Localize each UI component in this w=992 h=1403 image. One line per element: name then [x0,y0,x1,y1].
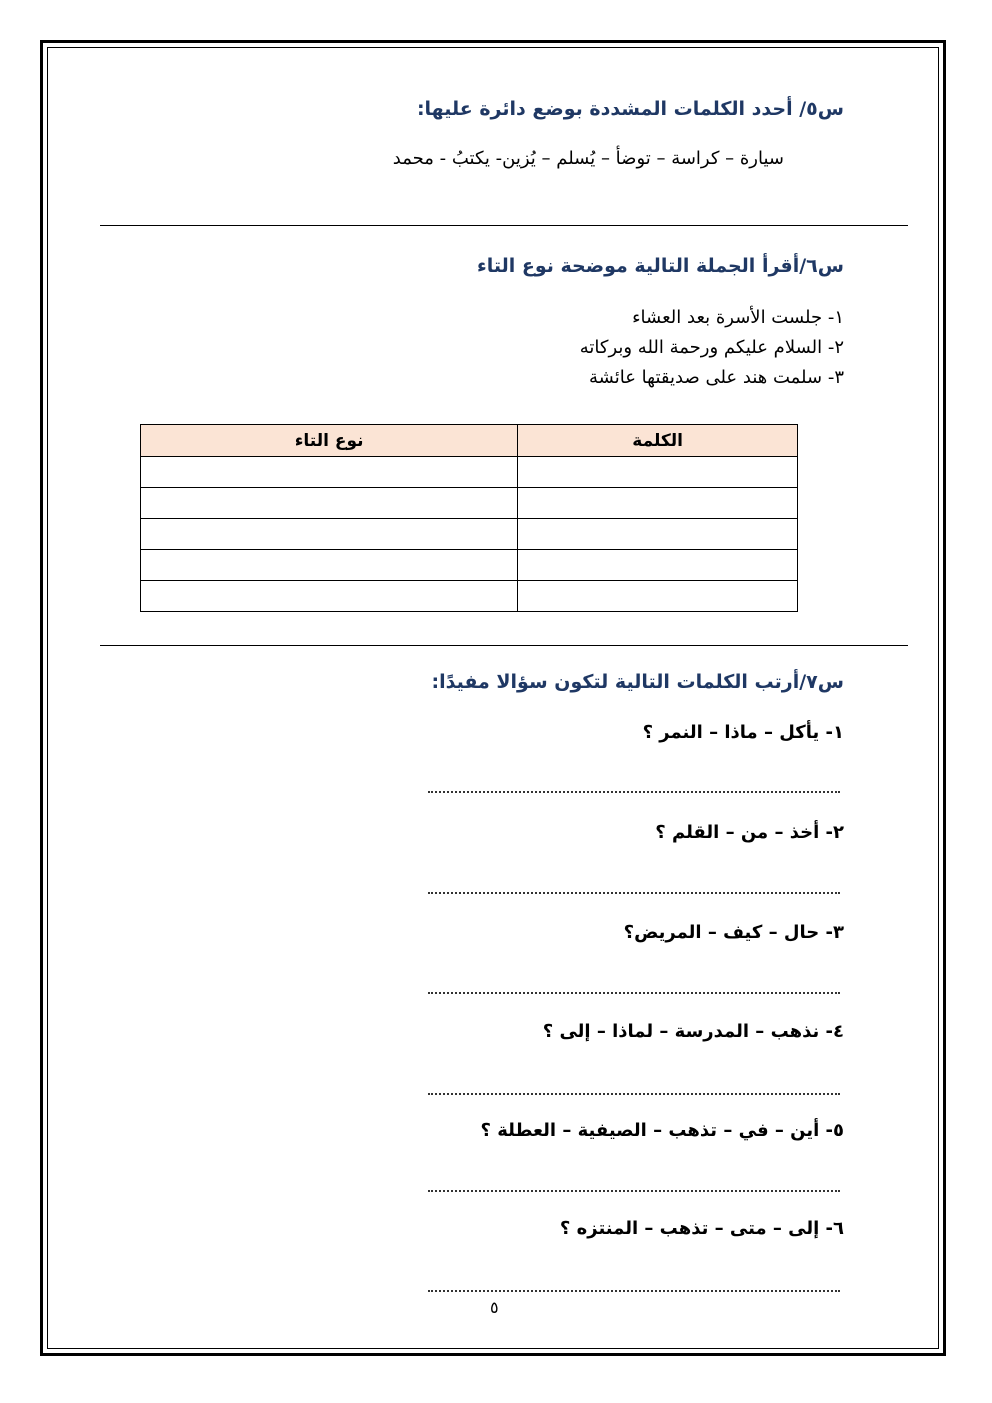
q6-sentence-3: ٣- سلمت هند على صديقتها عائشة [589,367,844,388]
page-border-inner [47,47,939,1349]
table-header-row [141,425,798,457]
table-cell-word[interactable] [518,581,798,612]
q7-item-3: ٣- حال – كيف – المريض؟ [623,922,844,943]
table-row [141,488,798,519]
q7-item-5: ٥- أين – في – تذهب – الصيفية – العطلة ؟ [480,1120,844,1141]
q5-words: سيارة – كراسة – توضأ – يُسلم – يُزين- يكتبُ - محمد [392,148,784,169]
divider-1 [100,225,908,226]
q5-title: س٥/ أحدد الكلمات المشددة بوضع دائرة عليها: [416,98,844,120]
table-row [141,550,798,581]
table-cell-type[interactable] [141,488,518,519]
table-row [141,457,798,488]
q6-title: س٦/أقرأ الجملة التالية موضحة نوع التاء [477,255,844,277]
table-cell-type[interactable] [141,457,518,488]
page-number: ٥ [490,1298,499,1317]
q6-sentence-1: ١- جلست الأسرة بعد العشاء [632,307,844,328]
answer-line-3[interactable] [428,992,840,994]
table-row [141,519,798,550]
answer-line-4[interactable] [428,1093,840,1095]
taa-type-table [140,424,798,612]
q7-item-4: ٤- نذهب – المدرسة – لماذا – إلى ؟ [542,1021,844,1042]
divider-2 [100,645,908,646]
table-header-word: الكلمة [518,425,798,457]
q7-item-1: ١- يأكل – ماذا – النمر ؟ [642,722,844,743]
q7-item-6: ٦- إلى – متى – تذهب – المنتزه ؟ [559,1218,844,1239]
q7-item-2: ٢- أخذ – من – القلم ؟ [655,822,844,843]
table-row [141,581,798,612]
q6-sentence-2: ٢- السلام عليكم ورحمة الله وبركاته [579,337,844,358]
table-cell-type[interactable] [141,581,518,612]
table-cell-type[interactable] [141,519,518,550]
answer-line-1[interactable] [428,791,840,793]
table-cell-word[interactable] [518,550,798,581]
answer-line-2[interactable] [428,892,840,894]
answer-line-6[interactable] [428,1290,840,1292]
table-header-taa-type: نوع التاء [141,425,518,457]
q7-title: س٧/أرتب الكلمات التالية لتكون سؤالا مفيدًا: [431,671,844,693]
table-cell-type[interactable] [141,550,518,581]
table-cell-word[interactable] [518,519,798,550]
table-cell-word[interactable] [518,457,798,488]
answer-line-5[interactable] [428,1190,840,1192]
table-cell-word[interactable] [518,488,798,519]
